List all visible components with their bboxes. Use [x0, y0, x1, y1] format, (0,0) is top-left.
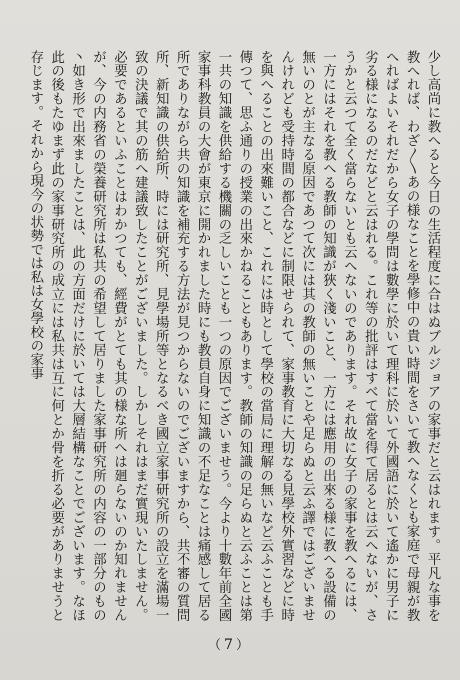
page-number-close-paren: ）	[235, 638, 252, 653]
body-paragraph: 少し高尚に教へると今日の生活程度に合はぬブルジョアの家事だと云はれます。平凡な事を教へれば、わざ〳〵あの様なことを學修中の貴い時間をさいて教へなくとも家庭で母親が教へればよいそれだから女子の學問は數學に於いて理科に於いて外國語に於いて遙かに男子に劣る様になるのだなどと云はれる。これ等の批評はすべて當を得て居るとは云へないが、さうかと云つて全く當らないとも云へないのであります。それ故に女子の家事を教へるには、一方にはそれを教へる教師の知識が狹く淺いこと、一方には應用の出來る様に教へる設備の無いのとが主なる原因であつて次には其の教師の無いことや足らぬと云ふ譯ではございませんけれども受持時間の都合などに制限せられて、家事教育に大切なる見學校外實習などに時を與へることの出來難いこと、これには時として學校の當局に理解の無いなど云ふことも手傳つて、思ふ通りの授業の出來かねることもあります。教師の知識の足らぬと云ふことは第一共の知識を供給する機關の乏しいことも一つの原因でございませう。今より十數年前全國家事科教員の大會が東京に開かれました時にも教員自身に知識の不足なことは痛感して居る所でありながら共の知識を補充する方法が見つからないのでございますから、共不審の質問所、新知識の供給所、時には研究所、見學場所等となるべき國立家事研究所の設立を滿場一致の決議で其の筋へ建議致したことがございました。しかしそれはまだ實現いたしません。必要であるといふことはわかつても、經費がとても其の様な所へは廻らないのか知れませんが、今の内務省の榮養研究所は私共の希望して居りました家事研究所の内容の一部分のもの丶如き形で出來ましたことは、此の方面だけに於いては大層結構なことでございます。なほ此の後もたゆまず此の家事研究所の成立には私共は互に何とか骨を折る必要がありませうと存じます。それから現今の状勢では私は女學校の家事	[27, 50, 440, 622]
vertical-text-block	[27, 50, 442, 622]
page-number	[0, 634, 460, 653]
page-number-value: 7	[224, 637, 236, 653]
page-number-open-paren: （	[208, 638, 225, 653]
